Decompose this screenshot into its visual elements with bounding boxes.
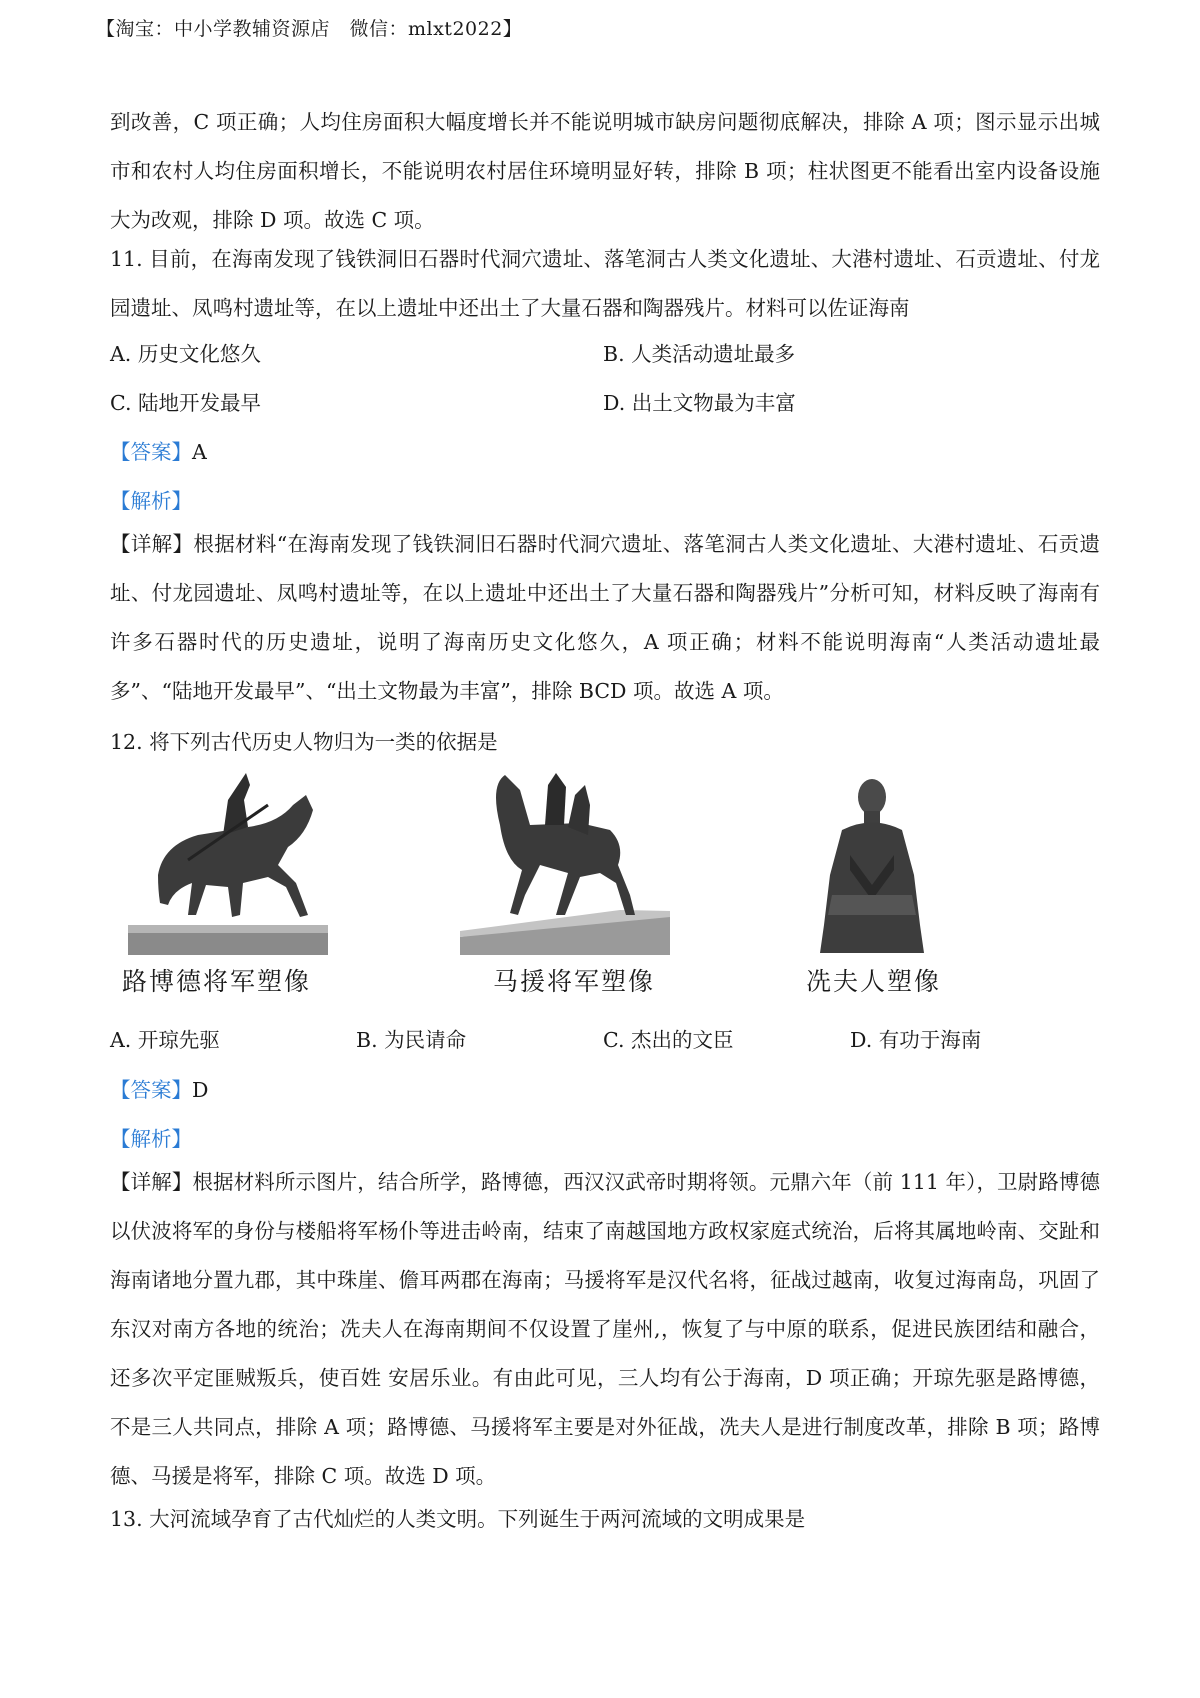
- q12-detail: [110, 1158, 1100, 1501]
- intro-paragraph: 到改善，C 项正确；人均住房面积大幅度增长并不能说明城市缺房问题彻底解决，排除 A 项；图示显示出城市和农村人均住房面积增长，不能说明农村居住环境明显好转，排除 B 项；柱状图更不能看出室内设备设施大为改观，排除 D 项。故选 C 项。: [110, 110, 1100, 232]
- q12-answer: [110, 1073, 208, 1103]
- detail-text: 根据材料所示图片，结合所学，路博德，西汉汉武帝时期将领。元鼎六年（前 111 年），卫尉路博德以伏波将军的身份与楼船将军杨仆等进击岭南，结束了南越国地方政权家庭式统治，后将其属地岭南、交趾和海南诸地分置九郡，其中珠崖、儋耳两郡在海南；马援将军是汉代名将，征战过越南，收复过海南岛，巩固了东汉对南方各地的统治；冼夫人在海南期间不仅设置了崖州,，恢复了与中原的联系，促进民族团结和融合，还多次平定匪贼叛兵，使百姓 安居乐业。有由此可见，三人均有公于海南，D 项正确；开琼先驱是路博德，不是三人共同点，排除 A 项；路博德、马援将军主要是对外征战，冼夫人是进行制度改革，排除 B 项；路博德、马援是将军，排除 C 项。故选 D 项。: [110, 1170, 1100, 1488]
- q12-option-c: C. 杰出的文臣: [603, 1028, 734, 1052]
- q11-analysis-label: 【解析】: [110, 489, 192, 513]
- q12-analysis-label: 【解析】: [110, 1127, 192, 1151]
- answer-label: 【答案】: [110, 440, 192, 464]
- q11-option-b: B. 人类活动遗址最多: [603, 342, 796, 366]
- caption-ma-yuan: 马援将军塑像: [493, 967, 656, 996]
- lu-bode-statue-image: [128, 765, 328, 955]
- q12-option-a: A. 开琼先驱: [110, 1028, 220, 1052]
- q11-option-d: D. 出土文物最为丰富: [603, 391, 796, 415]
- q12-option-b: B. 为民请命: [356, 1028, 467, 1052]
- page-header: 【淘宝：中小学教辅资源店 微信：mlxt2022】: [96, 18, 523, 40]
- q11-answer: [110, 435, 207, 465]
- q13-stem: 13. 大河流域孕育了古代灿烂的人类文明。下列诞生于两河流域的文明成果是: [110, 1507, 806, 1531]
- q12-stem: 12. 将下列古代历史人物归为一类的依据是: [110, 730, 498, 754]
- caption-xian-furen: 冼夫人塑像: [806, 967, 942, 996]
- ma-yuan-statue-image: [460, 765, 670, 955]
- q11-option-c: C. 陆地开发最早: [110, 391, 261, 415]
- q11-detail: [110, 520, 1100, 716]
- q11-stem: 11. 目前，在海南发现了钱铁洞旧石器时代洞穴遗址、落笔洞古人类文化遗址、大港村遗址、石贡遗址、付龙园遗址、凤鸣村遗址等，在以上遗址中还出土了大量石器和陶器残片。材料可以佐证海南: [110, 247, 1100, 320]
- answer-value: D: [192, 1078, 209, 1102]
- answer-label: 【答案】: [110, 1078, 192, 1102]
- q11-option-a: A. 历史文化悠久: [110, 342, 261, 366]
- detail-label: 【详解】: [110, 532, 194, 556]
- answer-value: A: [192, 440, 207, 464]
- xian-furen-statue-image: [812, 775, 932, 955]
- detail-text: 根据材料“在海南发现了钱铁洞旧石器时代洞穴遗址、落笔洞古人类文化遗址、大港村遗址、石贡遗址、付龙园遗址、凤鸣村遗址等，在以上遗址中还出土了大量石器和陶器残片”分析可知，材料反映了海南有许多石器时代的历史遗址，说明了海南历史文化悠久，A 项正确；材料不能说明海南“人类活动遗址最多”、“陆地开发最早”、“出土文物最为丰富”，排除 BCD 项。故选 A 项。: [110, 532, 1101, 703]
- detail-label: 【详解】: [110, 1170, 193, 1194]
- q12-option-d: D. 有功于海南: [850, 1028, 982, 1052]
- caption-lu-bode: 路博德将军塑像: [122, 967, 312, 996]
